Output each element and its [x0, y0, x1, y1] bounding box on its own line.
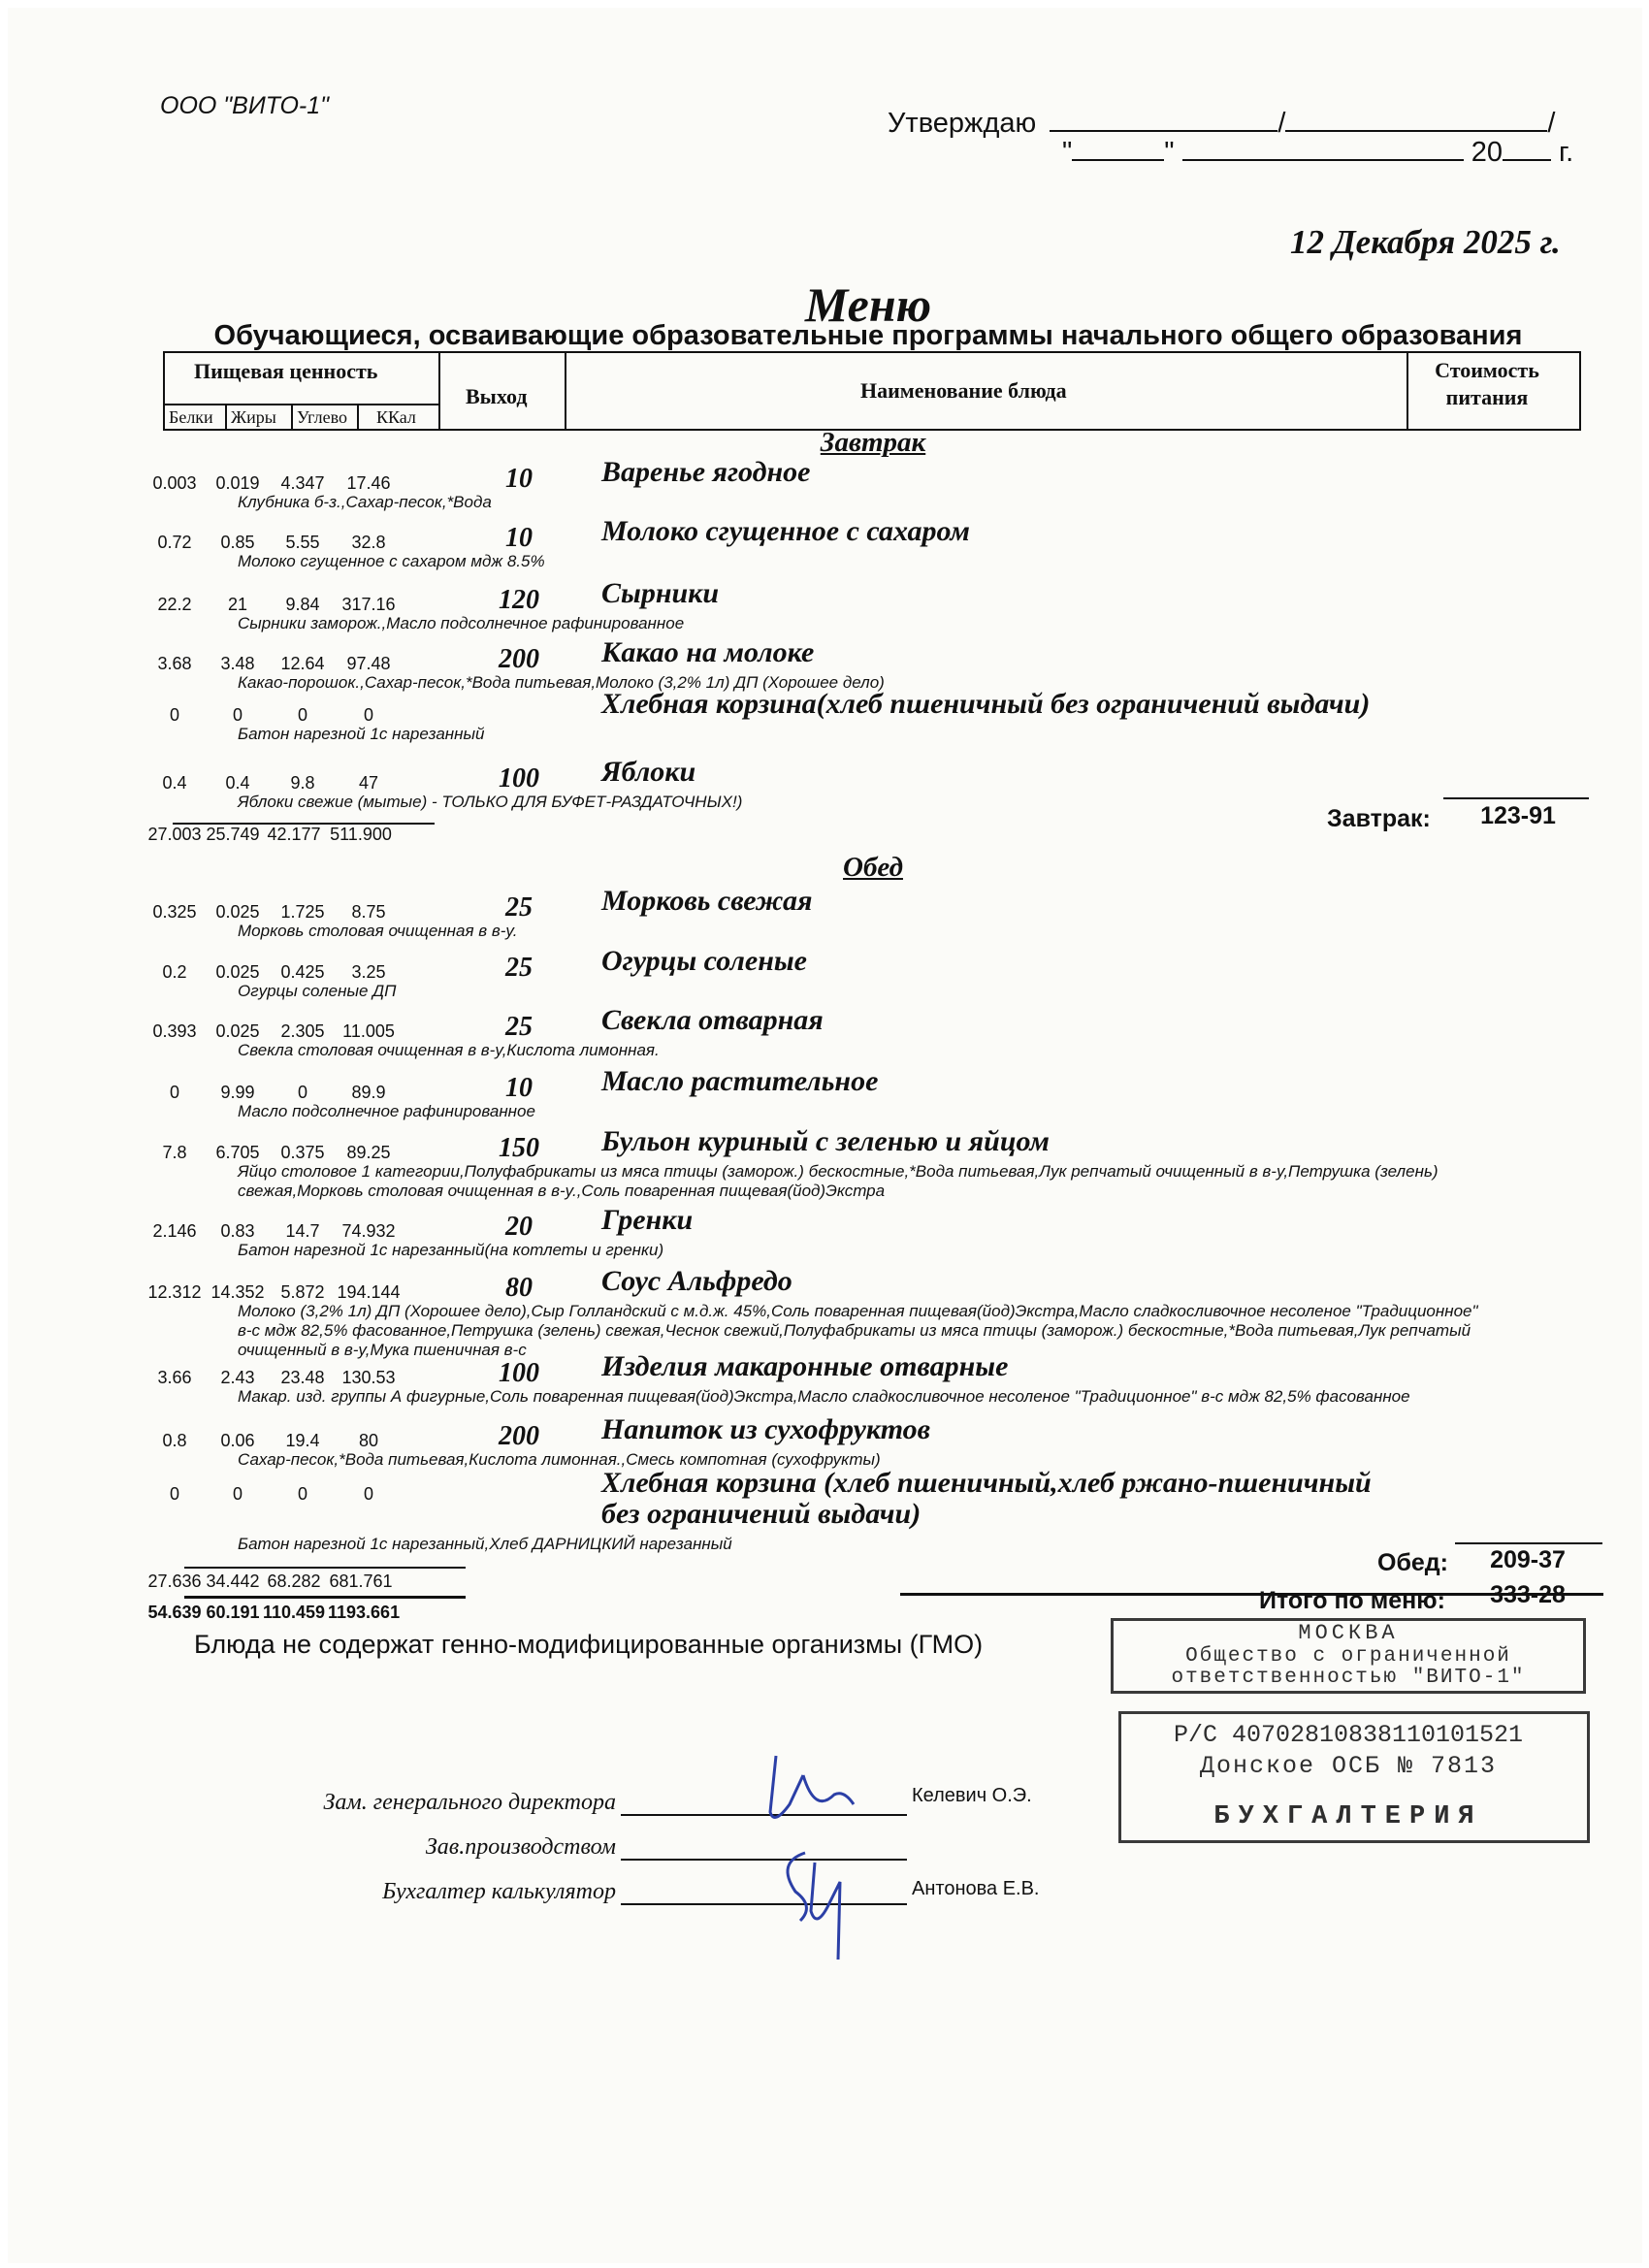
sum-value: 511.900: [330, 825, 392, 844]
nutrient-value: 0.06: [220, 1431, 255, 1450]
dish-name: Соус Альфредо: [601, 1265, 792, 1297]
lunch-total-label: Обед:: [1377, 1549, 1448, 1576]
nutrient-value: 0.83: [220, 1221, 255, 1241]
dish-ingredients: Батон нарезной 1с нарезанный(на котлеты и гренки): [238, 1241, 664, 1259]
dish-ingredients: Яблоки свежие (мытые) - ТОЛЬКО ДЛЯ БУФЕТ-РАЗДАТОЧНЫХ!): [238, 793, 743, 811]
grand-total-label: Итого по меню:: [1259, 1587, 1445, 1614]
dish-name: Морковь свежая: [601, 885, 813, 917]
protein-col: Белки: [169, 407, 213, 427]
nutrition-header: [165, 353, 440, 429]
sum-divider: [184, 1567, 466, 1569]
portion-yield: 25: [505, 1012, 533, 1042]
portion-yield: 10: [505, 1073, 533, 1103]
dish-ingredients-cont: очищенный в в-у,Мука пшеничная в-с: [238, 1341, 527, 1359]
nutrient-value: 19.4: [285, 1431, 320, 1450]
portion-yield: 200: [499, 644, 539, 674]
lunch-total-value: 209-37: [1490, 1546, 1566, 1573]
dish-name: Свекла отварная: [601, 1004, 824, 1036]
nutrient-value: 0.003: [152, 473, 197, 493]
stamp-bank: Донское ОСБ № 7813: [1199, 1752, 1498, 1780]
dish-name-cont: без ограничений выдачи): [601, 1498, 922, 1530]
portion-yield: 200: [499, 1421, 539, 1451]
nutrient-value: 11.005: [342, 1021, 395, 1041]
portion-yield: 100: [499, 1358, 539, 1388]
nutrient-value: 47: [358, 773, 379, 793]
nutrient-value: 0.425: [280, 962, 325, 982]
nutrient-value: 4.347: [280, 473, 325, 493]
total-divider: [1455, 1542, 1602, 1544]
nutrient-value: 5.872: [280, 1282, 325, 1302]
nutrient-value: 0.4: [162, 773, 187, 793]
menu-date: 12 Декабря 2025 г.: [1290, 223, 1561, 261]
month-blank: [1182, 136, 1464, 161]
dish-name: Огурцы соленые: [601, 945, 807, 977]
sum-value: 27.636: [147, 1571, 202, 1591]
nutrient-value: 0.025: [215, 1021, 260, 1041]
dish-ingredients: Батон нарезной 1с нарезанный: [238, 725, 485, 743]
dish-ingredients: Какао-порошок.,Сахар-песок,*Вода питьевая,Молоко (3,2% 1л) ДП (Хорошее дело): [238, 673, 885, 692]
nutrient-value: 12.312: [147, 1282, 202, 1302]
nutrient-value: 0.2: [162, 962, 187, 982]
nutrient-value: 0.025: [215, 962, 260, 982]
dish-name: Сырники: [601, 577, 720, 609]
nutrient-value: 21: [227, 595, 248, 614]
section-title: Обед: [843, 852, 903, 883]
dish-ingredients-cont: в-с мдж 82,5% фасованное,Петрушка (зелень) свежая,Чеснок свежий,Полуфабрикаты из мяса птицы (заморож.) бескостные,*Вода питьевая,Лук репчатый: [238, 1321, 1471, 1340]
dish-ingredients: Свекла столовая очищенная в в-у,Кислота лимонная.: [238, 1041, 660, 1059]
nutrient-value: 8.75: [351, 902, 386, 922]
portion-yield: 150: [499, 1133, 539, 1163]
sum-value: 1193.661: [328, 1603, 401, 1622]
stamp-department: БУХГАЛТЕРИЯ: [1213, 1802, 1483, 1831]
nutrient-value: 0.8: [162, 1431, 187, 1450]
nutrient-value: 0: [297, 705, 307, 725]
nutrient-value: 0.393: [152, 1021, 197, 1041]
nutrient-value: 0: [363, 1484, 373, 1504]
day-blank: [1072, 136, 1164, 161]
stamp-org-line: Общество с ограниченной: [1185, 1645, 1511, 1668]
nutrient-value: 89.9: [351, 1083, 386, 1102]
dish-ingredients: Молоко сгущенное с сахаром мдж 8.5%: [238, 552, 545, 570]
nutrient-value: 7.8: [162, 1143, 187, 1162]
total-divider: [1443, 797, 1589, 799]
nutrient-value: 130.53: [341, 1368, 396, 1387]
portion-yield: 25: [505, 953, 533, 983]
table-header: [163, 351, 1581, 431]
nutrient-value: 74.932: [341, 1221, 396, 1241]
dish-ingredients: Клубника б-з.,Сахар-песок,*Вода: [238, 493, 492, 511]
nutrient-value: 0: [169, 705, 179, 725]
nutrient-value: 89.25: [346, 1143, 391, 1162]
yield-label: Выход: [466, 384, 528, 408]
nutrient-value: 97.48: [346, 654, 391, 673]
nutrient-value: 1.725: [280, 902, 325, 922]
portion-yield: 25: [505, 892, 533, 923]
nutrient-value: 9.84: [285, 595, 320, 614]
dish-name: Бульон куриный с зеленью и яйцом: [601, 1125, 1050, 1157]
dish-name: Яблоки: [601, 756, 696, 788]
dish-name: Изделия макаронные отварные: [601, 1350, 1009, 1382]
nutrient-value: 0: [297, 1484, 307, 1504]
dish-ingredients-cont: свежая,Морковь столовая очищенная в в-у.,Соль поваренная пищевая(йод)Экстра: [238, 1182, 886, 1200]
sum-value: 25.749: [206, 825, 260, 844]
year-suffix: г.: [1559, 137, 1574, 168]
nutrient-value: 3.25: [351, 962, 386, 982]
dish-ingredients: Молоко (3,2% 1л) ДП (Хорошее дело),Сыр Голландский с м.д.ж. 45%,Соль поваренная пищевая(йод)Экстра,Масло сладкосливочное несоленое "Традиционное": [238, 1302, 1478, 1320]
signature-role: Зам. генерального директора: [323, 1790, 616, 1815]
portion-yield: 120: [499, 585, 539, 615]
organization-name: ООО "ВИТО-1": [160, 92, 329, 119]
nutrient-value: 12.64: [280, 654, 325, 673]
sum-value: 60.191: [206, 1603, 260, 1622]
dish-ingredients: Яйцо столовое 1 категории,Полуфабрикаты из мяса птицы (заморож.) бескостные,*Вода питьевая,Лук репчатый очищенный в в-у,Петрушка (зелень): [238, 1162, 1439, 1181]
dish-name: Варенье ягодное: [601, 456, 811, 488]
nutrient-value: 22.2: [157, 595, 192, 614]
approve-signature-blank: [1050, 107, 1277, 132]
signature-name: Антонова Е.В.: [912, 1878, 1040, 1899]
dish-name: Какао на молоке: [601, 636, 815, 668]
dish-name: Молоко сгущенное с сахаром: [601, 515, 970, 547]
dish-name: Масло растительное: [601, 1065, 879, 1097]
dish-ingredients: Масло подсолнечное рафинированное: [238, 1102, 535, 1120]
nutrient-value: 3.66: [157, 1368, 192, 1387]
signature-role: Бухгалтер калькулятор: [382, 1879, 616, 1904]
nutrient-value: 2.43: [220, 1368, 255, 1387]
carbs-col: Углево: [297, 407, 347, 427]
stamp-account: Р/С 40702810838110101521: [1173, 1721, 1524, 1749]
breakfast-total-value: 123-91: [1480, 802, 1556, 829]
nutrient-value: 0.4: [225, 773, 250, 793]
portion-yield: 80: [505, 1273, 533, 1303]
nutrient-value: 2.146: [152, 1221, 197, 1241]
yield-header: [438, 353, 566, 429]
signature-name: Келевич О.Э.: [912, 1785, 1032, 1806]
section-title: Завтрак: [820, 427, 926, 458]
sum-value: 27.003: [147, 825, 202, 844]
nutrient-value: 80: [358, 1431, 379, 1450]
signature-role: Зав.производством: [425, 1834, 616, 1860]
dish-ingredients: Огурцы соленые ДП: [238, 982, 397, 1000]
nutrient-value: 32.8: [351, 533, 386, 552]
sum-value: 34.442: [206, 1571, 260, 1591]
nutrient-value: 9.99: [220, 1083, 255, 1102]
approval-date-line: " " 20 г.: [1062, 137, 1574, 168]
nutrient-value: 14.352: [210, 1282, 265, 1302]
nutrient-value: 0: [297, 1083, 307, 1102]
year-prefix: 20: [1471, 137, 1503, 168]
nutrient-value: 0.325: [152, 902, 197, 922]
organization-stamp: [1111, 1618, 1586, 1865]
dish-label: Наименование блюда: [860, 378, 1067, 403]
portion-yield: 20: [505, 1212, 533, 1242]
nutrient-value: 0.375: [280, 1143, 325, 1162]
nutrient-value: 0: [232, 1484, 242, 1504]
stamp-org-line: ответственностью "ВИТО-1": [1171, 1667, 1526, 1689]
portion-yield: 10: [505, 464, 533, 494]
sum-value: 110.459: [262, 1603, 326, 1622]
sum-value: 42.177: [267, 825, 321, 844]
nutrient-value: 17.46: [346, 473, 391, 493]
nutrient-value: 0: [363, 705, 373, 725]
nutrient-value: 0.85: [220, 533, 255, 552]
page-subtitle: Обучающиеся, осваивающие образовательные программы начального общего образования: [213, 320, 1523, 351]
handwritten-signature: [747, 1736, 883, 1979]
nutrient-value: 23.48: [280, 1368, 325, 1387]
nutrient-value: 194.144: [337, 1282, 401, 1302]
sum-value: 681.761: [329, 1571, 393, 1591]
dish-ingredients: Макар. изд. группы А фигурные,Соль поваренная пищевая(йод)Экстра,Масло сладкосливочное несоленое "Традиционное" в-с мдж 82,5% фасованное: [238, 1387, 1410, 1406]
approve-name-blank: [1285, 107, 1547, 132]
dish-ingredients: Батон нарезной 1с нарезанный,Хлеб ДАРНИЦКИЙ нарезанный: [238, 1535, 732, 1553]
nutrient-value: 0: [169, 1083, 179, 1102]
nutrient-value: 5.55: [285, 533, 320, 552]
sum-value: 54.639: [147, 1603, 202, 1622]
cost-label: Стоимость питания: [1435, 358, 1539, 409]
approve-label: Утверждаю: [888, 108, 1037, 139]
nutrient-value: 9.8: [290, 773, 315, 793]
nutrient-value: 0: [232, 705, 242, 725]
dish-header: [565, 353, 1408, 429]
nutrient-value: 3.48: [220, 654, 255, 673]
sum-divider: [184, 1596, 466, 1599]
nutrient-value: 0: [169, 1484, 179, 1504]
cost-header: [1406, 353, 1579, 429]
dish-name: Хлебная корзина (хлеб пшеничный,хлеб ржано-пшеничный: [601, 1467, 1372, 1499]
kcal-col: ККал: [376, 407, 416, 427]
fat-col: Жиры: [231, 407, 276, 427]
grand-total-value: 333-28: [1490, 1581, 1566, 1608]
nutrient-value: 14.7: [285, 1221, 320, 1241]
dish-ingredients: Сахар-песок,*Вода питьевая,Кислота лимонная.,Смесь компотная (сухофрукты): [238, 1450, 881, 1469]
dish-name: Напиток из сухофруктов: [601, 1413, 931, 1445]
nutrient-value: 6.705: [215, 1143, 260, 1162]
dish-ingredients: Сырники заморож.,Масло подсолнечное рафинированное: [238, 614, 685, 632]
portion-yield: 10: [505, 523, 533, 553]
year-blank: [1503, 136, 1551, 161]
dish-name: Гренки: [601, 1204, 694, 1236]
breakfast-total-label: Завтрак:: [1327, 805, 1431, 832]
nutrition-label: Пищевая ценность: [194, 359, 378, 383]
approval-line: Утверждаю / /: [888, 108, 1556, 139]
nutrient-value: 2.305: [280, 1021, 325, 1041]
nutrient-value: 3.68: [157, 654, 192, 673]
nutrient-value: 0.019: [215, 473, 260, 493]
page-title: Меню: [804, 277, 932, 332]
dish-ingredients: Морковь столовая очищенная в в-у.: [238, 922, 518, 940]
dish-name: Хлебная корзина(хлеб пшеничный без ограничений выдачи): [601, 688, 1371, 720]
nutrient-value: 317.16: [341, 595, 396, 614]
gmo-note: Блюда не содержат генно-модифицированные организмы (ГМО): [194, 1630, 984, 1659]
portion-yield: 100: [499, 763, 539, 794]
nutrient-value: 0.72: [157, 533, 192, 552]
stamp-city: МОСКВА: [1298, 1621, 1399, 1645]
nutrient-value: 0.025: [215, 902, 260, 922]
sum-value: 68.282: [267, 1571, 321, 1591]
